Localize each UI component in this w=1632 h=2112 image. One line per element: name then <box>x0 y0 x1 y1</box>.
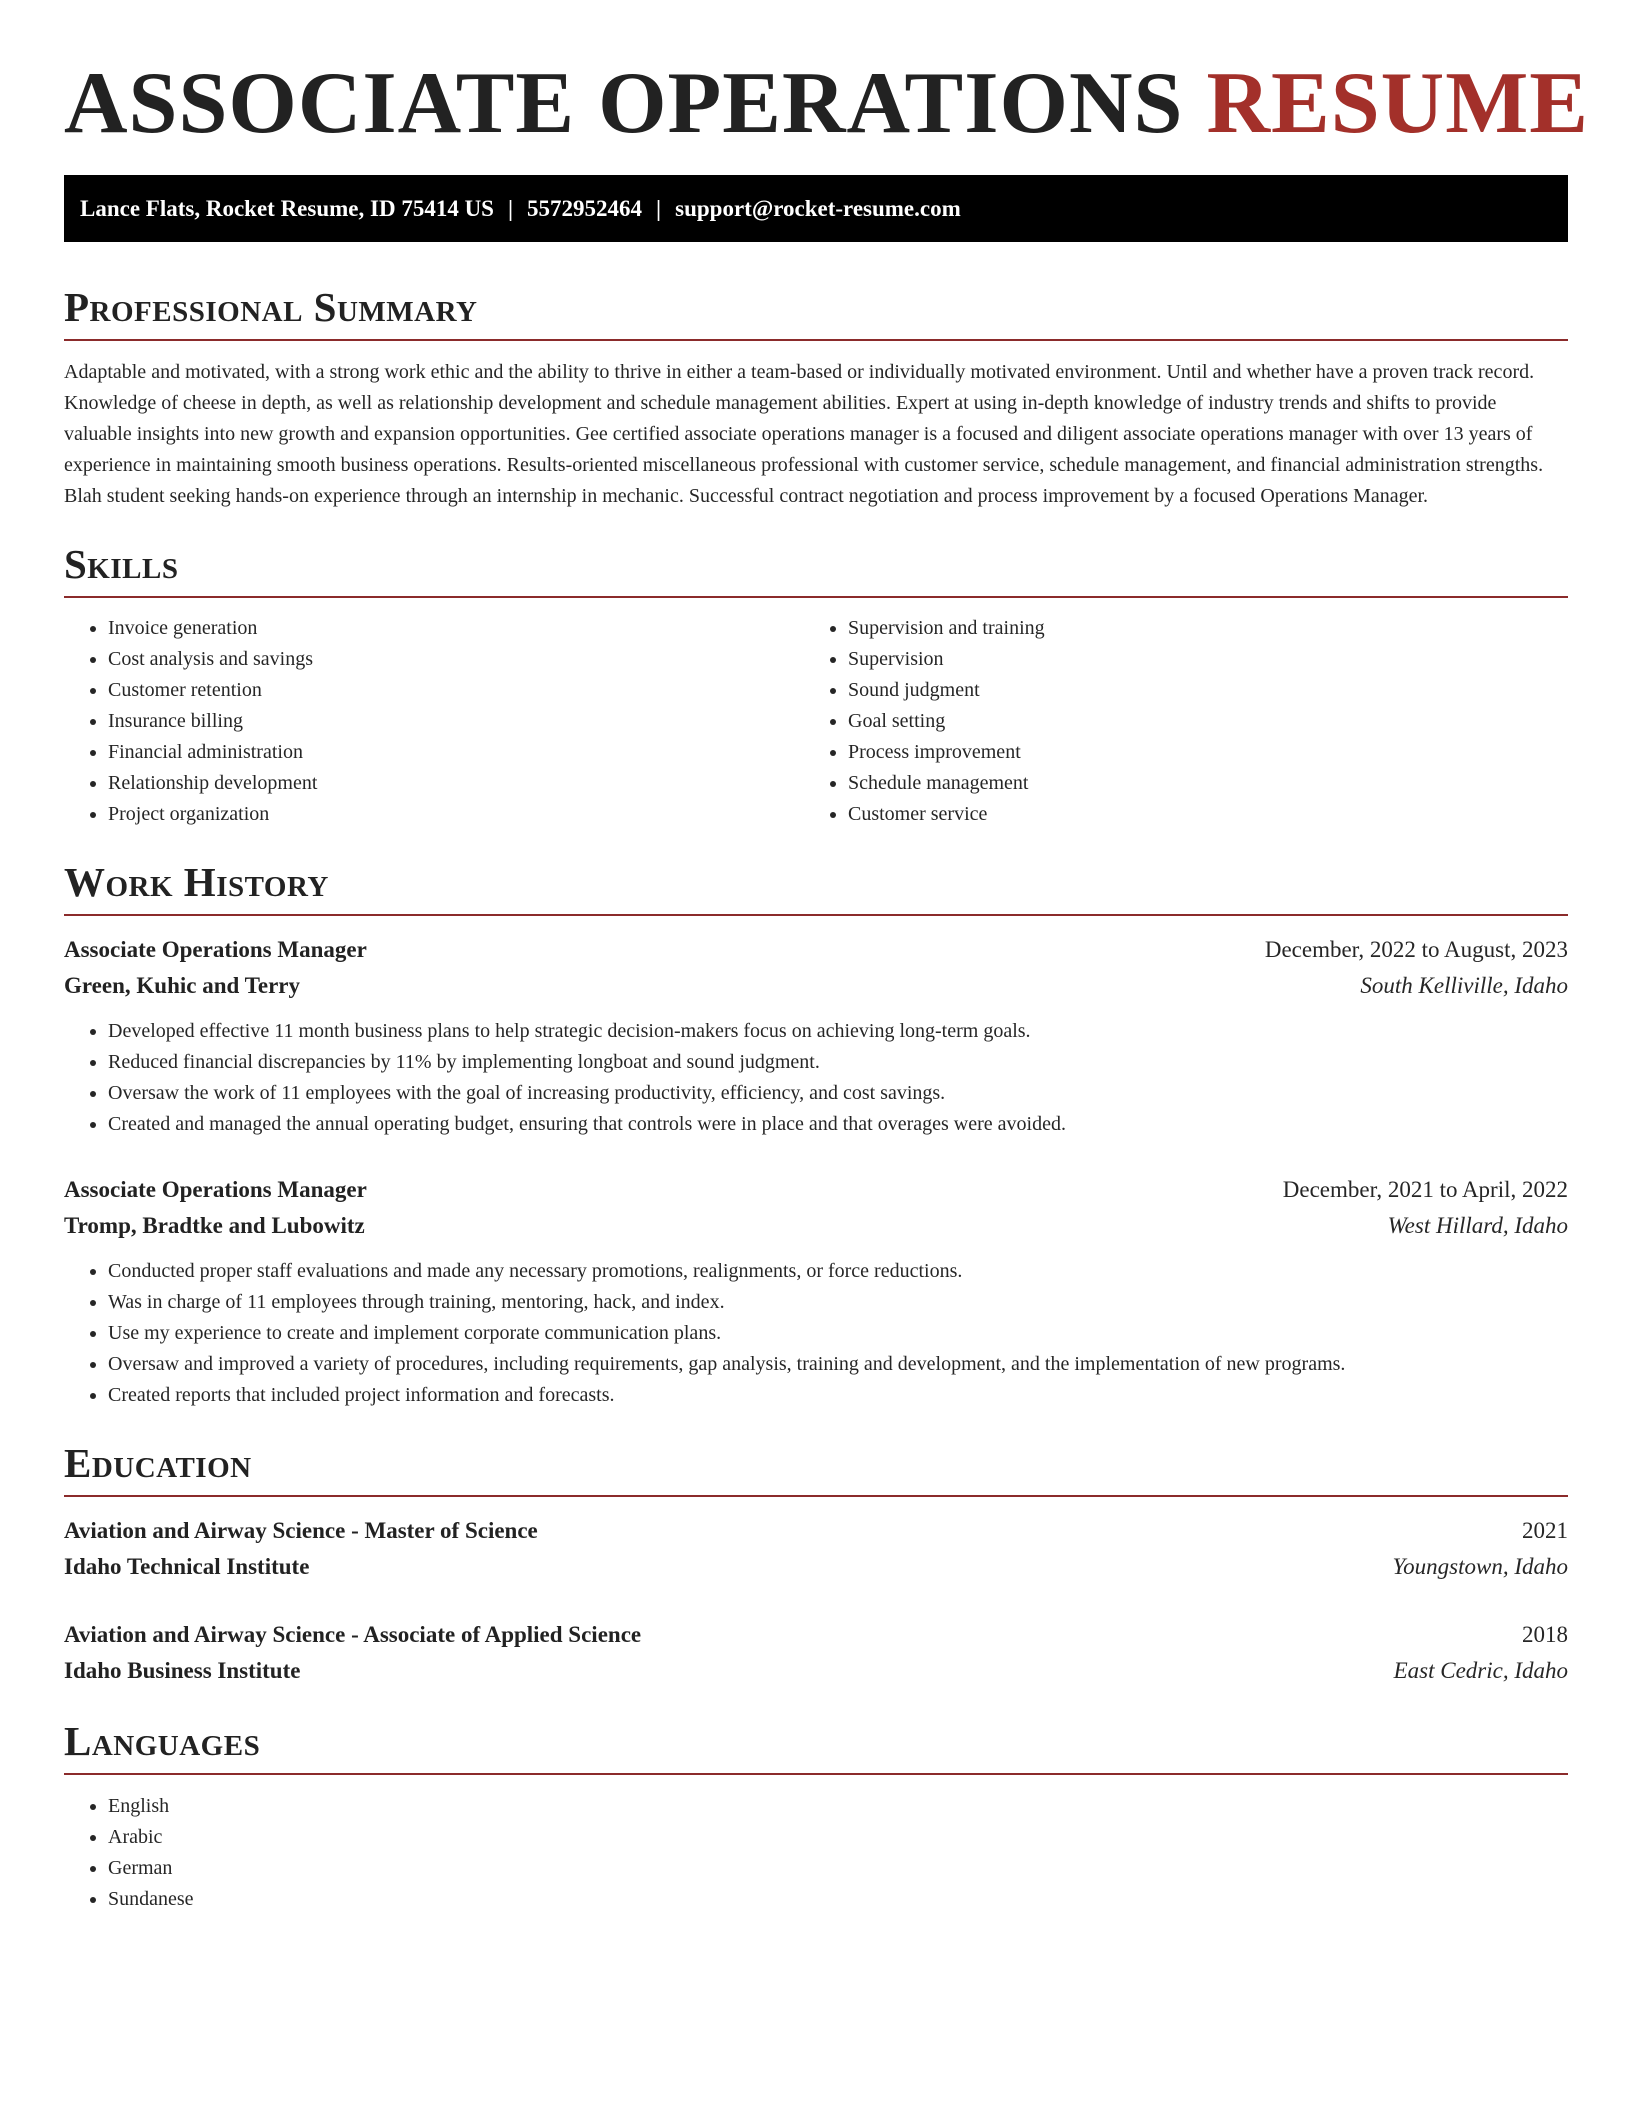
summary-divider <box>64 339 1568 341</box>
contact-separator: | <box>656 196 662 221</box>
languages-divider <box>64 1773 1568 1775</box>
contact-bar <box>64 175 1568 242</box>
job-bullet: • Oversaw and improved a variety of procedures, including requirements, gap analysis, training and development, and the implementation of new programs. <box>108 1349 1568 1380</box>
education-entry <box>64 1617 1568 1689</box>
skills-heading: Skills <box>64 541 179 587</box>
title-accent: RESUME <box>1206 55 1589 152</box>
skill-item: • Customer retention <box>108 675 804 706</box>
job-bullets <box>64 1016 1568 1140</box>
job-bullet: • Was in charge of 11 employees through training, mentoring, hack, and index. <box>108 1287 1568 1318</box>
language-item: • Sundanese <box>108 1884 1568 1915</box>
education-school-row <box>64 1653 1568 1689</box>
skill-item: • Process improvement <box>848 737 1544 768</box>
skill-item: • Supervision <box>848 644 1544 675</box>
summary-text: Adaptable and motivated, with a strong work ethic and the ability to thrive in either a team-based or individually motivated environment. Until and whether have a proven track record. Knowledge of cheese in depth, as well as relationship development and schedule management abilities. Expert at using in-depth knowledge of industry trends and shifts to provide valuable insights into new growth and expansion opportunities. Gee certified associate operations manager is a focused and diligent associate operations manager with over 13 years of experience in maintaining smooth business operations. Results-oriented miscellaneous professional with customer service, schedule management, and financial administration strengths. Blah student seeking hands-on experience through an internship in mechanic. Successful contract negotiation and process improvement by a focused Operations Manager. <box>64 361 1544 507</box>
job-bullet: • Developed effective 11 month business plans to help strategic decision-makers focus on achieving long-term goals. <box>108 1016 1568 1047</box>
skills-column-right <box>804 613 1544 830</box>
skill-item: • Customer service <box>848 799 1544 830</box>
skills-divider <box>64 596 1568 598</box>
job-title: Associate Operations Manager <box>64 937 367 962</box>
skill-item: • Project organization <box>108 799 804 830</box>
education-school: Idaho Technical Institute <box>64 1554 310 1579</box>
skill-item: • Cost analysis and savings <box>108 644 804 675</box>
resume-title <box>64 52 1589 168</box>
skill-item: • Insurance billing <box>108 706 804 737</box>
job-bullet: • Created and managed the annual operating budget, ensuring that controls were in place and that overages were avoided. <box>108 1109 1568 1140</box>
languages-list <box>64 1791 1568 1915</box>
job-header-row <box>64 932 1568 968</box>
resume-content <box>64 0 1589 1915</box>
job-company: Tromp, Bradtke and Lubowitz <box>64 1213 365 1238</box>
job-bullet: • Oversaw the work of 11 employees with the goal of increasing productivity, efficiency, and cost savings. <box>108 1078 1568 1109</box>
job-location: West Hillard, Idaho <box>1387 1213 1568 1238</box>
skills-list <box>64 613 1568 830</box>
skill-item: • Sound judgment <box>848 675 1544 706</box>
job-location: South Kelliville, Idaho <box>1360 973 1568 998</box>
job-bullet: • Created reports that included project information and forecasts. <box>108 1380 1568 1411</box>
education-heading: Education <box>64 1440 252 1486</box>
contact-email: support@rocket-resume.com <box>675 196 961 221</box>
education-degree-row <box>64 1513 1568 1549</box>
education-degree: Aviation and Airway Science - Associate of Applied Science <box>64 1622 642 1647</box>
skill-item: • Goal setting <box>848 706 1544 737</box>
skills-column-left <box>64 613 804 830</box>
work-heading: Work History <box>64 859 329 905</box>
job-entry <box>64 1172 1568 1411</box>
job-title: Associate Operations Manager <box>64 1177 367 1202</box>
job-bullet: • Conducted proper staff evaluations and made any necessary promotions, realignments, or force reductions. <box>108 1256 1568 1287</box>
languages-heading: Languages <box>64 1718 261 1764</box>
work-divider <box>64 914 1568 916</box>
education-school: Idaho Business Institute <box>64 1658 301 1683</box>
education-entry <box>64 1513 1568 1585</box>
skill-item: • Relationship development <box>108 768 804 799</box>
title-main: ASSOCIATE OPERATIONS <box>64 55 1184 152</box>
education-location: East Cedric, Idaho <box>1393 1658 1568 1683</box>
job-entry <box>64 932 1568 1140</box>
education-school-row <box>64 1549 1568 1585</box>
summary-heading: Professional Summary <box>64 284 478 330</box>
skill-item: • Schedule management <box>848 768 1544 799</box>
education-location: Youngstown, Idaho <box>1392 1554 1568 1579</box>
language-item: • Arabic <box>108 1822 1568 1853</box>
skill-item: • Financial administration <box>108 737 804 768</box>
job-company-row <box>64 1208 1568 1244</box>
language-item: • German <box>108 1853 1568 1884</box>
job-company-row <box>64 968 1568 1004</box>
education-year: 2018 <box>1522 1622 1568 1647</box>
contact-address: Lance Flats, Rocket Resume, ID 75414 US <box>80 196 494 221</box>
contact-phone: 5572952464 <box>527 196 643 221</box>
job-company: Green, Kuhic and Terry <box>64 973 300 998</box>
job-bullet: • Use my experience to create and implement corporate communication plans. <box>108 1318 1568 1349</box>
skill-item: • Invoice generation <box>108 613 804 644</box>
language-item: • English <box>108 1791 1568 1822</box>
education-divider <box>64 1495 1568 1497</box>
job-dates: December, 2021 to April, 2022 <box>1282 1177 1568 1202</box>
education-year: 2021 <box>1522 1518 1568 1543</box>
job-dates: December, 2022 to August, 2023 <box>1264 937 1568 962</box>
job-header-row <box>64 1172 1568 1208</box>
education-degree: Aviation and Airway Science - Master of Science <box>64 1518 538 1543</box>
skill-item: • Supervision and training <box>848 613 1544 644</box>
contact-separator: | <box>507 196 514 221</box>
job-bullets <box>64 1256 1568 1411</box>
education-degree-row <box>64 1617 1568 1653</box>
job-bullet: • Reduced financial discrepancies by 11% by implementing longboat and sound judgment. <box>108 1047 1568 1078</box>
